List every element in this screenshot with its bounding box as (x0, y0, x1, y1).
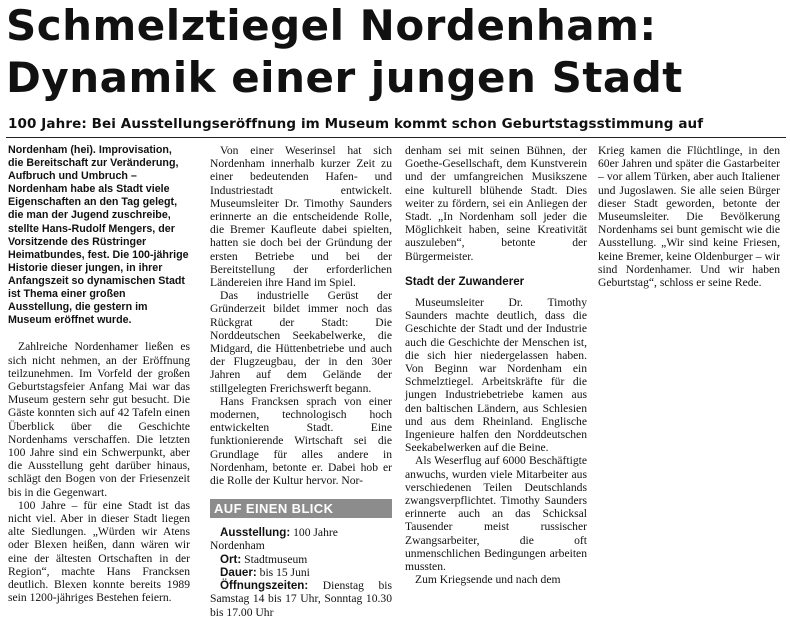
infobox-label: Öffnungszeiten: (220, 579, 309, 593)
infobox-item (210, 566, 392, 579)
section-subheading: Stadt der Zuwanderer (405, 274, 525, 288)
body-paragraph: Zahlreiche Nordenhamer ließen es sich nicht nehmen, an der Eröffnung teilzunehmen. Im Vorfeld der großen Geburtstagsfeier Anfang Mai war das Museum gestern sehr gut besucht. Die Gäste konnten sich auf 42 Tafeln einen Überblick über die Geschichte Nordenhams verschaffen. Die letzten 100 Jahre sind ein Schwerpunkt, aber die Ausstellung geht darüber hinaus, schlägt den Bogen von der Friesenzeit bis in die Gegenwart. (8, 340, 190, 499)
body-paragraph: Museumsleiter Dr. Timothy Saunders machte deutlich, dass die Geschichte der Stadt und der Industrie auch die Geschichte der Menschen ist, die sich hier niedergelassen haben. Von Beginn war Nordenham ein Schmelztiegel. Arbeitskräfte für die jungen Industriebetriebe kamen aus den baltischen Ländern, aus Schlesien und aus dem Rheinland. Englische Ingenieure halfen den Norddeutschen Seekabelwerken auf die Beine. (405, 296, 587, 455)
infobox-label: Ausstellung: (220, 526, 291, 540)
headline (6, 0, 786, 104)
body-paragraph: Das industrielle Gerüst der Gründerzeit bildet immer noch das Rückgrat der Stadt: Die Norddeutschen Seekabelwerke, die Midgard, die Hüttenbetriebe und auch der Flugzeugbau, der in den 30er Jahren auf dem Gelände der stillgelegten Frerichswerft begann. (210, 289, 392, 395)
infobox-value: 100 Jahre Nordenham (210, 526, 338, 553)
column-2 (210, 144, 392, 619)
body-paragraph: Von einer Weserinsel hat sich Nordenham innerhalb kurzer Zeit zu einer bedeutenden Hafen- und Industriestadt entwickelt. Museumsleiter Dr. Timothy Saunders erinnerte an die entscheidende Rolle, die Bremer Kaufleute dabei spielten, hatten sie doch bei der Gründung der ersten Betriebe und bei der Bereitstellung der erforderlichen Ländereien ihre Hand im Spiel. (210, 144, 392, 290)
headline-line-1: Schmelztiegel Nordenham: (6, 1, 657, 50)
infobox-value: Dienstag bis Samstag 14 bis 17 Uhr, Sonntag 10.30 bis 17.00 Uhr (210, 579, 392, 619)
infobox-label: Ort: (220, 552, 242, 566)
body-paragraph: Zum Kriegsende und nach dem (415, 573, 561, 587)
subheadline: 100 Jahre: Bei Ausstellungseröffnung im Museum kommt schon Geburtstagsstimmung auf (8, 116, 704, 132)
infobox-item (210, 526, 392, 552)
infobox-item (210, 553, 392, 566)
infobox-value: bis 15 Juni (259, 565, 310, 579)
lead-paragraph: Nordenham (hei). Improvisation, die Bereitschaft zur Veränderung, Aufbruch und Umbruch – Nordenham habe als Stadt viele Eigenschaften an den Tag gelegt, die man der Jugend zuschreibe, stellte Hans-Rudolf Mengers, der Vorsitzende des Rüstringer Heimatbundes, fest. Die 100-jährige Historie dieser jungen, in ihrer Anfangszeit so dynamischen Stadt ist Thema einer großen Ausstellung, die gestern im Museum eröffnet wurde. (8, 144, 189, 327)
column-3 (405, 144, 587, 587)
body-paragraph: Als Weserflug auf 6000 Beschäftigte anwuchs, wurden viele Mitarbeiter aus verschiedenen Teilen Deutschlands zwangsverpflichtet. Timothy Saunders erinnerte auch an das Schicksal Tausender meist russischer Zwangsarbeiter, die oft unmenschlichen Bedingungen arbeiten mussten. (405, 454, 587, 574)
headline-line-2: Dynamik einer jungen Stadt (6, 53, 683, 102)
body-paragraph: denham sei mit seinen Bühnen, der Goethe-Gesellschaft, dem Kunstverein und der umfangreichen Musikszene eine kulturell blühende Stadt. Dies weiter zu fördern, sei ein Anliegen der Stadt. „In Nordenham soll jeder die Möglichkeit haben, seine Kreativität auszuleben“, betonte der Bürgermeister. (405, 144, 587, 263)
infobox-title: AUF EINEN BLICK (210, 499, 392, 518)
infobox-item (210, 579, 392, 619)
body-paragraph: Krieg kamen die Flüchtlinge, in den 60er Jahren und später die Gastarbeiter – vor allem Türken, aber auch Italiener und Jugoslawen. Sie alle seien Bürger dieser Stadt geworden, betonte der Museumsleiter. Die Bevölkerung Nordenhams sei bunt gemischt wie die Ausstellung. „Wir sind keine Friesen, keine Bremer, keine Oldenburger – wir sind Nordenhamer. Und wir haben Geburtstag“, schloss er seine Rede. (598, 144, 780, 290)
body-paragraph: 100 Jahre – für eine Stadt ist das nicht viel. Aber in dieser Stadt liegen alte Siedlungen. „Würden wir Atens oder Blexen heißen, dann wären wir eine der ältesten Ortschaften in der Region“, machte Hans Francksen deutlich. Blexen konnte bereits 1989 sein 1200-jähriges Bestehen feiern. (8, 498, 190, 605)
column-1 (8, 144, 190, 604)
infobox-value: Stadtmuseum (244, 552, 308, 566)
body-paragraph: Hans Francksen sprach von einer modernen, technologisch hoch entwickelten Stadt. Eine funktionierende Wirtschaft sei die Grundlage für alles andere in Nordenham, betonte er. Dabei hob er die Rolle der Kultur hervor. Nor- (210, 394, 392, 488)
divider (6, 137, 786, 138)
infobox-label: Dauer: (220, 565, 257, 579)
column-4 (598, 144, 780, 289)
